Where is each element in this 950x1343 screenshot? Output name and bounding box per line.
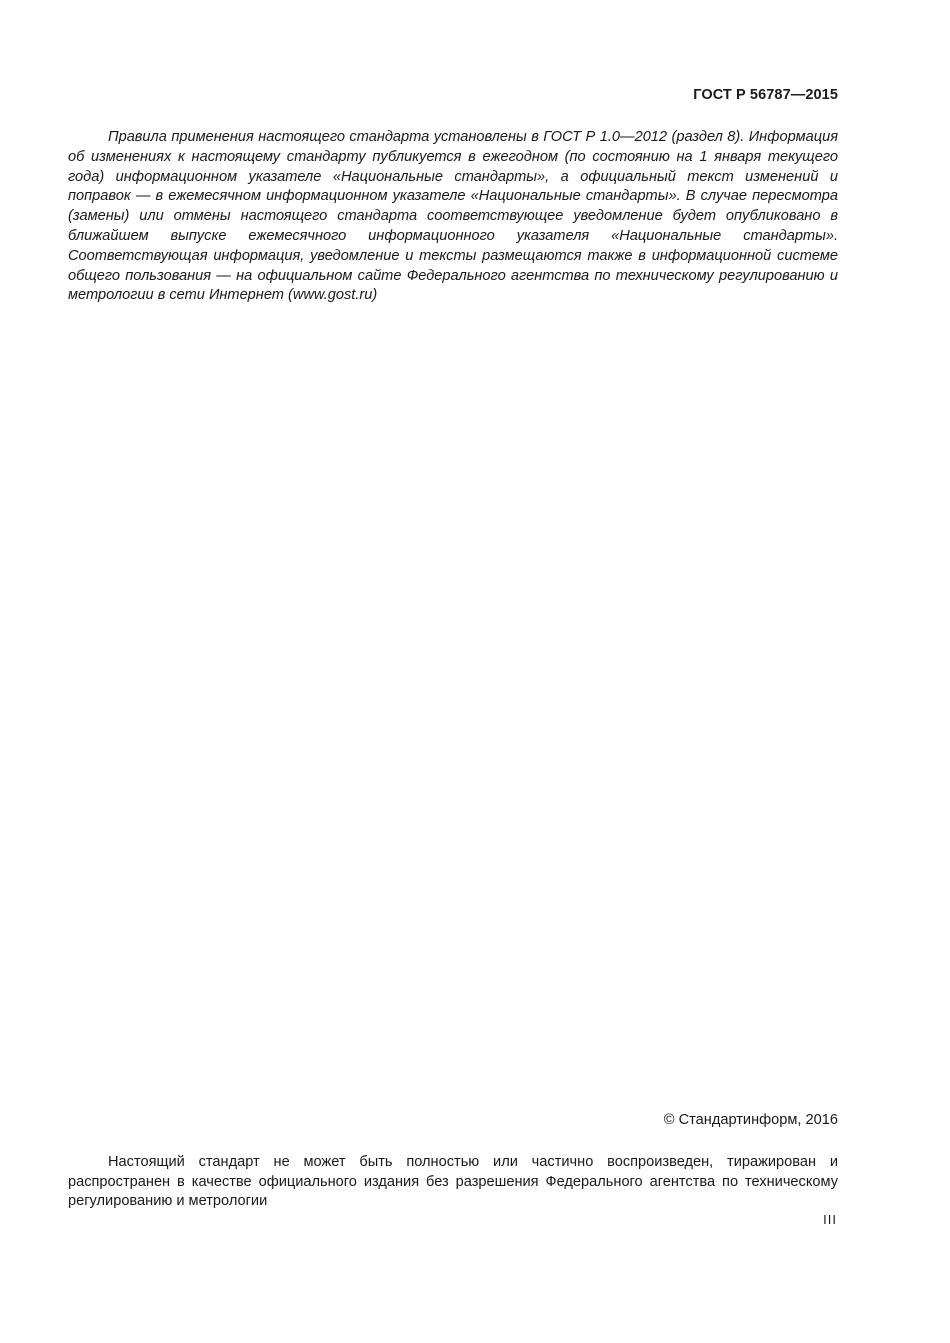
- page-number: III: [823, 1212, 837, 1227]
- standard-code: ГОСТ Р 56787—2015: [693, 87, 838, 103]
- application-rules-notice: Правила применения настоящего стандарта установлены в ГОСТ Р 1.0—2012 (раздел 8). Информация об изменениях к настоящему стандарту публикуется в ежегодном (по состоянию на 1 января текущего года) информационном указателе «Национальные стандарты», а официальный текст изменений и поправок — в ежемесячном информационном указателе «Национальные стандарты». В случае пересмотра (замены) или отмены настоящего стандарта соответствующее уведомление будет опубликовано в ближайшем выпуске ежемесячного информационного указателя «Национальные стандарты». Соответствующая информация, уведомление и тексты размещаются также в информационной системе общего пользования — на официальном сайте Федерального агентства по техническому регулированию и метрологии в сети Интернет (www.gost.ru): [68, 129, 838, 304]
- reproduction-notice: Настоящий стандарт не может быть полностью или частично воспроизведен, тиражирован и распространен в качестве официального издания без разрешения Федерального агентства по техническому регулированию и метрологии: [68, 1154, 838, 1209]
- copyright-line: © Стандартинформ, 2016: [663, 1112, 838, 1128]
